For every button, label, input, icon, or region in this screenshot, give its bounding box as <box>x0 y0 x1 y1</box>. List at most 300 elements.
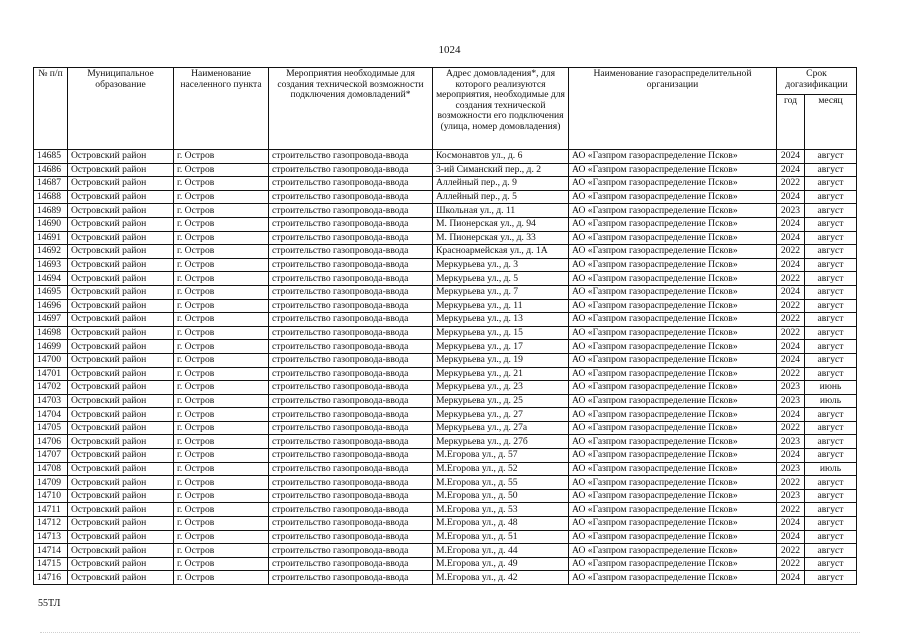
cell-address: Меркурьева ул., д. 15 <box>433 326 569 340</box>
cell-month: август <box>805 421 857 435</box>
cell-measure: строительство газопровода-ввода <box>269 571 433 585</box>
cell-settlement: г. Остров <box>174 476 269 490</box>
cell-address: М.Егорова ул., д. 50 <box>433 489 569 503</box>
table-row <box>34 557 857 571</box>
cell-settlement: г. Остров <box>174 449 269 463</box>
cell-settlement: г. Остров <box>174 503 269 517</box>
cell-num: 14693 <box>34 258 68 272</box>
cell-organization: АО «Газпром газораспределение Псков» <box>569 571 777 585</box>
cell-municipality: Островский район <box>68 489 174 503</box>
cell-settlement: г. Остров <box>174 408 269 422</box>
table-row <box>34 503 857 517</box>
table-row <box>34 258 857 272</box>
table-row <box>34 476 857 490</box>
cell-measure: строительство газопровода-ввода <box>269 449 433 463</box>
cell-address: Школьная ул., д. 11 <box>433 204 569 218</box>
cell-address: Аллейный пер., д. 5 <box>433 190 569 204</box>
cell-month: август <box>805 163 857 177</box>
table-row <box>34 462 857 476</box>
cell-settlement: г. Остров <box>174 231 269 245</box>
table-row <box>34 381 857 395</box>
cell-year: 2023 <box>777 462 805 476</box>
cell-address: М.Егорова ул., д. 53 <box>433 503 569 517</box>
cell-year: 2024 <box>777 163 805 177</box>
cell-month: июль <box>805 462 857 476</box>
cell-settlement: г. Остров <box>174 517 269 531</box>
cell-num: 14691 <box>34 231 68 245</box>
cell-year: 2024 <box>777 449 805 463</box>
table-row <box>34 571 857 585</box>
cell-settlement: г. Остров <box>174 435 269 449</box>
table-row <box>34 231 857 245</box>
cell-address: М.Егорова ул., д. 42 <box>433 571 569 585</box>
cell-organization: АО «Газпром газораспределение Псков» <box>569 231 777 245</box>
cell-month: август <box>805 177 857 191</box>
cell-organization: АО «Газпром газораспределение Псков» <box>569 367 777 381</box>
cell-municipality: Островский район <box>68 272 174 286</box>
cell-month: август <box>805 285 857 299</box>
cell-num: 14685 <box>34 150 68 164</box>
table-row <box>34 190 857 204</box>
cell-organization: АО «Газпром газораспределение Псков» <box>569 150 777 164</box>
cell-address: Меркурьева ул., д. 19 <box>433 353 569 367</box>
cell-num: 14703 <box>34 394 68 408</box>
cell-measure: строительство газопровода-ввода <box>269 367 433 381</box>
cell-year: 2022 <box>777 503 805 517</box>
cell-year: 2022 <box>777 367 805 381</box>
cell-year: 2024 <box>777 150 805 164</box>
cell-settlement: г. Остров <box>174 245 269 259</box>
cell-month: август <box>805 150 857 164</box>
cell-municipality: Островский район <box>68 313 174 327</box>
cell-month: август <box>805 217 857 231</box>
cell-address: М. Пионерская ул., д. 94 <box>433 217 569 231</box>
cell-measure: строительство газопровода-ввода <box>269 190 433 204</box>
cell-num: 14704 <box>34 408 68 422</box>
cell-municipality: Островский район <box>68 326 174 340</box>
scan-artifact-line <box>40 632 860 633</box>
cell-year: 2022 <box>777 544 805 558</box>
cell-year: 2023 <box>777 489 805 503</box>
cell-month: август <box>805 231 857 245</box>
cell-num: 14705 <box>34 421 68 435</box>
header-num: № п/п <box>34 68 68 150</box>
cell-organization: АО «Газпром газораспределение Псков» <box>569 408 777 422</box>
cell-num: 14698 <box>34 326 68 340</box>
cell-year: 2022 <box>777 476 805 490</box>
cell-year: 2023 <box>777 394 805 408</box>
cell-address: Красноармейская ул., д. 1А <box>433 245 569 259</box>
cell-settlement: г. Остров <box>174 150 269 164</box>
cell-organization: АО «Газпром газораспределение Псков» <box>569 449 777 463</box>
table-row <box>34 204 857 218</box>
cell-year: 2024 <box>777 190 805 204</box>
cell-settlement: г. Остров <box>174 421 269 435</box>
cell-municipality: Островский район <box>68 544 174 558</box>
cell-address: М.Егорова ул., д. 51 <box>433 530 569 544</box>
cell-municipality: Островский район <box>68 285 174 299</box>
cell-municipality: Островский район <box>68 204 174 218</box>
cell-settlement: г. Остров <box>174 217 269 231</box>
cell-measure: строительство газопровода-ввода <box>269 150 433 164</box>
cell-address: Меркурьева ул., д. 23 <box>433 381 569 395</box>
cell-address: Меркурьева ул., д. 21 <box>433 367 569 381</box>
cell-organization: АО «Газпром газораспределение Псков» <box>569 190 777 204</box>
cell-address: 3-ий Симанский пер., д. 2 <box>433 163 569 177</box>
cell-year: 2024 <box>777 408 805 422</box>
table-row <box>34 408 857 422</box>
header-year: год <box>777 95 805 150</box>
cell-settlement: г. Остров <box>174 381 269 395</box>
cell-year: 2022 <box>777 272 805 286</box>
table-row <box>34 326 857 340</box>
cell-num: 14688 <box>34 190 68 204</box>
cell-organization: АО «Газпром газораспределение Псков» <box>569 544 777 558</box>
cell-measure: строительство газопровода-ввода <box>269 421 433 435</box>
cell-settlement: г. Остров <box>174 340 269 354</box>
cell-month: август <box>805 517 857 531</box>
cell-municipality: Островский район <box>68 245 174 259</box>
cell-month: август <box>805 340 857 354</box>
cell-month: август <box>805 476 857 490</box>
cell-address: Меркурьева ул., д. 11 <box>433 299 569 313</box>
cell-num: 14692 <box>34 245 68 259</box>
footer-code: 55ТЛ <box>38 598 61 609</box>
cell-measure: строительство газопровода-ввода <box>269 285 433 299</box>
cell-settlement: г. Остров <box>174 367 269 381</box>
cell-num: 14699 <box>34 340 68 354</box>
cell-address: Меркурьева ул., д. 3 <box>433 258 569 272</box>
cell-year: 2022 <box>777 313 805 327</box>
cell-num: 14687 <box>34 177 68 191</box>
cell-measure: строительство газопровода-ввода <box>269 381 433 395</box>
cell-organization: АО «Газпром газораспределение Псков» <box>569 245 777 259</box>
cell-municipality: Островский район <box>68 462 174 476</box>
cell-num: 14713 <box>34 530 68 544</box>
cell-num: 14695 <box>34 285 68 299</box>
cell-settlement: г. Остров <box>174 285 269 299</box>
cell-organization: АО «Газпром газораспределение Псков» <box>569 517 777 531</box>
cell-organization: АО «Газпром газораспределение Псков» <box>569 557 777 571</box>
cell-organization: АО «Газпром газораспределение Псков» <box>569 204 777 218</box>
cell-organization: АО «Газпром газораспределение Псков» <box>569 394 777 408</box>
table-row <box>34 299 857 313</box>
cell-organization: АО «Газпром газораспределение Псков» <box>569 435 777 449</box>
cell-organization: АО «Газпром газораспределение Псков» <box>569 489 777 503</box>
cell-municipality: Островский район <box>68 503 174 517</box>
table-row <box>34 449 857 463</box>
header-deadline: Срок догазификации <box>777 68 857 95</box>
cell-measure: строительство газопровода-ввода <box>269 163 433 177</box>
cell-month: август <box>805 299 857 313</box>
table-row <box>34 150 857 164</box>
cell-year: 2024 <box>777 231 805 245</box>
cell-municipality: Островский район <box>68 394 174 408</box>
cell-year: 2024 <box>777 285 805 299</box>
cell-measure: строительство газопровода-ввода <box>269 394 433 408</box>
cell-num: 14708 <box>34 462 68 476</box>
cell-num: 14709 <box>34 476 68 490</box>
table-row <box>34 217 857 231</box>
table-row <box>34 353 857 367</box>
cell-measure: строительство газопровода-ввода <box>269 557 433 571</box>
cell-settlement: г. Остров <box>174 557 269 571</box>
cell-municipality: Островский район <box>68 408 174 422</box>
cell-measure: строительство газопровода-ввода <box>269 517 433 531</box>
cell-month: август <box>805 353 857 367</box>
cell-settlement: г. Остров <box>174 163 269 177</box>
cell-month: август <box>805 245 857 259</box>
cell-settlement: г. Остров <box>174 204 269 218</box>
cell-settlement: г. Остров <box>174 258 269 272</box>
table-row <box>34 245 857 259</box>
cell-municipality: Островский район <box>68 557 174 571</box>
cell-measure: строительство газопровода-ввода <box>269 177 433 191</box>
cell-address: М.Егорова ул., д. 48 <box>433 517 569 531</box>
cell-measure: строительство газопровода-ввода <box>269 462 433 476</box>
table-row <box>34 163 857 177</box>
cell-measure: строительство газопровода-ввода <box>269 204 433 218</box>
cell-municipality: Островский район <box>68 517 174 531</box>
cell-month: август <box>805 530 857 544</box>
cell-month: август <box>805 489 857 503</box>
cell-measure: строительство газопровода-ввода <box>269 326 433 340</box>
cell-month: август <box>805 544 857 558</box>
cell-address: Меркурьева ул., д. 25 <box>433 394 569 408</box>
cell-year: 2024 <box>777 530 805 544</box>
cell-measure: строительство газопровода-ввода <box>269 530 433 544</box>
cell-month: август <box>805 449 857 463</box>
cell-month: август <box>805 258 857 272</box>
cell-municipality: Островский район <box>68 367 174 381</box>
cell-month: август <box>805 272 857 286</box>
cell-address: Аллейный пер., д. 9 <box>433 177 569 191</box>
header-settlement: Наименование населенного пункта <box>174 68 269 150</box>
cell-year: 2024 <box>777 517 805 531</box>
cell-measure: строительство газопровода-ввода <box>269 245 433 259</box>
cell-year: 2022 <box>777 326 805 340</box>
cell-address: М.Егорова ул., д. 44 <box>433 544 569 558</box>
cell-settlement: г. Остров <box>174 272 269 286</box>
cell-municipality: Островский район <box>68 421 174 435</box>
table-row <box>34 421 857 435</box>
table-row <box>34 272 857 286</box>
cell-num: 14689 <box>34 204 68 218</box>
cell-municipality: Островский район <box>68 571 174 585</box>
cell-num: 14711 <box>34 503 68 517</box>
cell-measure: строительство газопровода-ввода <box>269 231 433 245</box>
cell-municipality: Островский район <box>68 231 174 245</box>
cell-num: 14702 <box>34 381 68 395</box>
cell-year: 2023 <box>777 204 805 218</box>
cell-year: 2024 <box>777 217 805 231</box>
cell-organization: АО «Газпром газораспределение Псков» <box>569 258 777 272</box>
cell-organization: АО «Газпром газораспределение Псков» <box>569 285 777 299</box>
cell-month: август <box>805 313 857 327</box>
table-body <box>34 150 857 585</box>
cell-month: август <box>805 503 857 517</box>
cell-measure: строительство газопровода-ввода <box>269 435 433 449</box>
cell-organization: АО «Газпром газораспределение Псков» <box>569 421 777 435</box>
table-row <box>34 340 857 354</box>
cell-year: 2022 <box>777 299 805 313</box>
cell-month: июль <box>805 394 857 408</box>
page-number: 1024 <box>438 44 461 56</box>
cell-organization: АО «Газпром газораспределение Псков» <box>569 177 777 191</box>
cell-municipality: Островский район <box>68 340 174 354</box>
cell-settlement: г. Остров <box>174 299 269 313</box>
cell-num: 14716 <box>34 571 68 585</box>
cell-year: 2022 <box>777 421 805 435</box>
cell-num: 14686 <box>34 163 68 177</box>
table-row <box>34 394 857 408</box>
cell-month: июнь <box>805 381 857 395</box>
cell-month: август <box>805 571 857 585</box>
cell-settlement: г. Остров <box>174 313 269 327</box>
cell-address: М.Егорова ул., д. 49 <box>433 557 569 571</box>
cell-address: Меркурьева ул., д. 13 <box>433 313 569 327</box>
cell-settlement: г. Остров <box>174 462 269 476</box>
table-row <box>34 530 857 544</box>
cell-measure: строительство газопровода-ввода <box>269 503 433 517</box>
cell-address: Меркурьева ул., д. 27б <box>433 435 569 449</box>
cell-address: Меркурьева ул., д. 27 <box>433 408 569 422</box>
header-municipality: Муниципальное образование <box>68 68 174 150</box>
cell-settlement: г. Остров <box>174 177 269 191</box>
cell-year: 2022 <box>777 245 805 259</box>
cell-month: август <box>805 367 857 381</box>
cell-organization: АО «Газпром газораспределение Псков» <box>569 503 777 517</box>
header-measures: Мероприятия необходимые для создания технической возможности подключения домовладений* <box>269 68 433 150</box>
cell-settlement: г. Остров <box>174 571 269 585</box>
cell-municipality: Островский район <box>68 353 174 367</box>
cell-address: Меркурьева ул., д. 5 <box>433 272 569 286</box>
cell-organization: АО «Газпром газораспределение Псков» <box>569 299 777 313</box>
table-row <box>34 285 857 299</box>
cell-settlement: г. Остров <box>174 544 269 558</box>
cell-municipality: Островский район <box>68 163 174 177</box>
cell-num: 14715 <box>34 557 68 571</box>
gasification-table <box>33 67 857 585</box>
cell-measure: строительство газопровода-ввода <box>269 353 433 367</box>
cell-year: 2024 <box>777 340 805 354</box>
cell-settlement: г. Остров <box>174 326 269 340</box>
cell-num: 14694 <box>34 272 68 286</box>
cell-address: Меркурьева ул., д. 27а <box>433 421 569 435</box>
cell-measure: строительство газопровода-ввода <box>269 272 433 286</box>
cell-measure: строительство газопровода-ввода <box>269 408 433 422</box>
cell-municipality: Островский район <box>68 476 174 490</box>
cell-num: 14697 <box>34 313 68 327</box>
cell-year: 2022 <box>777 177 805 191</box>
header-organization: Наименование газораспределительной организации <box>569 68 777 150</box>
cell-municipality: Островский район <box>68 177 174 191</box>
cell-municipality: Островский район <box>68 435 174 449</box>
cell-year: 2023 <box>777 381 805 395</box>
table-row <box>34 489 857 503</box>
cell-month: август <box>805 435 857 449</box>
cell-address: Меркурьева ул., д. 17 <box>433 340 569 354</box>
cell-num: 14696 <box>34 299 68 313</box>
cell-num: 14710 <box>34 489 68 503</box>
cell-organization: АО «Газпром газораспределение Псков» <box>569 313 777 327</box>
cell-organization: АО «Газпром газораспределение Псков» <box>569 476 777 490</box>
cell-organization: АО «Газпром газораспределение Псков» <box>569 163 777 177</box>
header-month: месяц <box>805 95 857 150</box>
cell-address: М.Егорова ул., д. 55 <box>433 476 569 490</box>
cell-municipality: Островский район <box>68 150 174 164</box>
cell-organization: АО «Газпром газораспределение Псков» <box>569 381 777 395</box>
cell-municipality: Островский район <box>68 530 174 544</box>
cell-measure: строительство газопровода-ввода <box>269 299 433 313</box>
cell-address: М.Егорова ул., д. 57 <box>433 449 569 463</box>
cell-measure: строительство газопровода-ввода <box>269 340 433 354</box>
cell-month: август <box>805 190 857 204</box>
cell-municipality: Островский район <box>68 217 174 231</box>
cell-municipality: Островский район <box>68 190 174 204</box>
cell-year: 2024 <box>777 353 805 367</box>
cell-measure: строительство газопровода-ввода <box>269 544 433 558</box>
cell-settlement: г. Остров <box>174 190 269 204</box>
cell-address: Меркурьева ул., д. 7 <box>433 285 569 299</box>
cell-num: 14714 <box>34 544 68 558</box>
table-row <box>34 435 857 449</box>
cell-settlement: г. Остров <box>174 489 269 503</box>
cell-organization: АО «Газпром газораспределение Псков» <box>569 353 777 367</box>
cell-organization: АО «Газпром газораспределение Псков» <box>569 530 777 544</box>
table-row <box>34 177 857 191</box>
cell-num: 14706 <box>34 435 68 449</box>
cell-month: август <box>805 204 857 218</box>
cell-settlement: г. Остров <box>174 394 269 408</box>
table-header <box>34 68 857 150</box>
cell-year: 2024 <box>777 258 805 272</box>
cell-address: Космонавтов ул., д. 6 <box>433 150 569 164</box>
cell-measure: строительство газопровода-ввода <box>269 258 433 272</box>
cell-municipality: Островский район <box>68 381 174 395</box>
table-row <box>34 367 857 381</box>
cell-measure: строительство газопровода-ввода <box>269 489 433 503</box>
cell-num: 14701 <box>34 367 68 381</box>
cell-year: 2022 <box>777 557 805 571</box>
header-address: Адрес домовладения*, для которого реализуются мероприятия, необходимые для создания технической возможности его подключения (улица, номер домовладения) <box>433 68 569 150</box>
cell-municipality: Островский район <box>68 299 174 313</box>
cell-settlement: г. Остров <box>174 530 269 544</box>
cell-address: М. Пионерская ул., д. 33 <box>433 231 569 245</box>
cell-measure: строительство газопровода-ввода <box>269 476 433 490</box>
cell-municipality: Островский район <box>68 449 174 463</box>
cell-measure: строительство газопровода-ввода <box>269 313 433 327</box>
cell-num: 14712 <box>34 517 68 531</box>
cell-organization: АО «Газпром газораспределение Псков» <box>569 462 777 476</box>
table-row <box>34 313 857 327</box>
cell-month: август <box>805 557 857 571</box>
cell-municipality: Островский район <box>68 258 174 272</box>
cell-organization: АО «Газпром газораспределение Псков» <box>569 272 777 286</box>
cell-num: 14690 <box>34 217 68 231</box>
cell-num: 14707 <box>34 449 68 463</box>
cell-month: август <box>805 326 857 340</box>
cell-address: М.Егорова ул., д. 52 <box>433 462 569 476</box>
table-row <box>34 517 857 531</box>
cell-year: 2024 <box>777 571 805 585</box>
cell-settlement: г. Остров <box>174 353 269 367</box>
cell-month: август <box>805 408 857 422</box>
cell-organization: АО «Газпром газораспределение Псков» <box>569 217 777 231</box>
cell-year: 2023 <box>777 435 805 449</box>
cell-measure: строительство газопровода-ввода <box>269 217 433 231</box>
cell-num: 14700 <box>34 353 68 367</box>
